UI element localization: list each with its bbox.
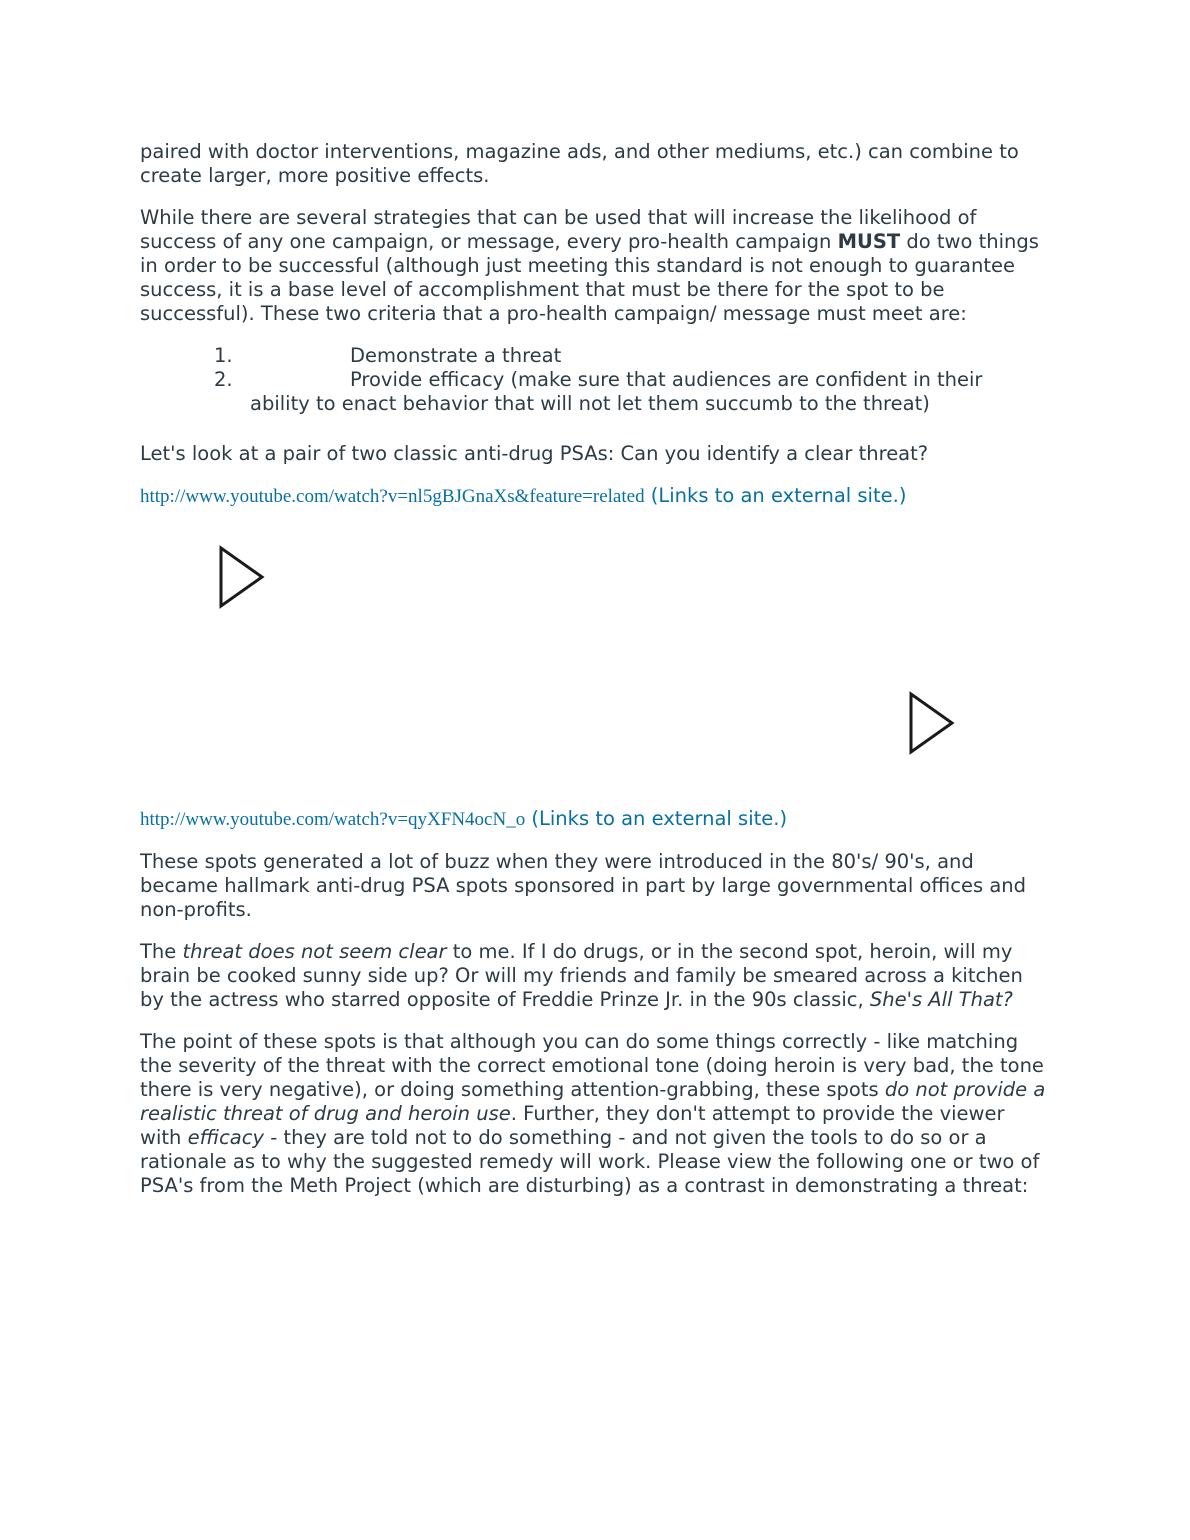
emphasis-must: MUST: [837, 230, 901, 253]
paragraph-criteria-intro: While there are several strategies that can be used that will increase the likelihood of success of any one campaign, or message, every pro-health campaign MUST do two things in order to be successful (although just meeting this standard is not enough to guarantee success, it is a base level of accomplishment that must be there for the spot to be successful). These two criteria that a pro-health campaign/ message must meet are:: [140, 206, 1039, 325]
link-line-2: [140, 807, 1052, 832]
paragraph-threat: The threat does not seem clear to me. If I do drugs, or in the second spot, heroin, will my brain be cooked sunny side up? Or will my friends and family be smeared across a kitchen by the actress who starred opposite of Freddie Prinze Jr. in the 90s classic, She's All That?: [140, 940, 1023, 1011]
youtube-link-2[interactable]: http://www.youtube.com/watch?v=qyXFN4ocN_o: [140, 809, 526, 830]
video-embeds: [140, 527, 1052, 793]
paragraph-buzz: These spots generated a lot of buzz when they were introduced in the 80's/ 90's, and became hallmark anti-drug PSA spots sponsored in part by large governmental offices and non-profits.: [140, 850, 1027, 921]
criteria-list: [140, 344, 1052, 416]
criteria-item-1: 1. Demonstrate a threat: [214, 344, 562, 367]
paragraph-intro: paired with doctor interventions, magazine ads, and other mediums, etc.) can combine to create larger, more positive effects.: [140, 140, 1019, 187]
external-link-note-1[interactable]: (Links to an external site.): [650, 484, 907, 507]
play-icon[interactable]: [218, 545, 266, 609]
external-link-note-2[interactable]: (Links to an external site.): [531, 807, 788, 830]
link-line-1: [140, 484, 1052, 509]
youtube-link-1[interactable]: http://www.youtube.com/watch?v=nl5gBJGnaXs&feature=related: [140, 486, 645, 507]
document-page: [140, 140, 1052, 1216]
paragraph-question: Let's look at a pair of two classic anti-drug PSAs: Can you identify a clear threat?: [140, 442, 929, 465]
play-icon[interactable]: [908, 691, 956, 755]
criteria-item-2: 2. Provide efficacy (make sure that audiences are confident in their ability to enact behavior that will not let them succumb to the threat): [214, 368, 983, 415]
paragraph-point: The point of these spots is that although you can do some things correctly - like matching the severity of the threat with the correct emotional tone (doing heroin is very bad, the tone there is very negative), or doing something attention-grabbing, these spots do not provide a realistic threat of drug and heroin use. Further, they don't attempt to provide the viewer with efficacy - they are told not to do something - and not given the tools to do so or a rationale as to why the suggested remedy will work. Please view the following one or two of PSA's from the Meth Project (which are disturbing) as a contrast in demonstrating a threat:: [140, 1030, 1046, 1197]
